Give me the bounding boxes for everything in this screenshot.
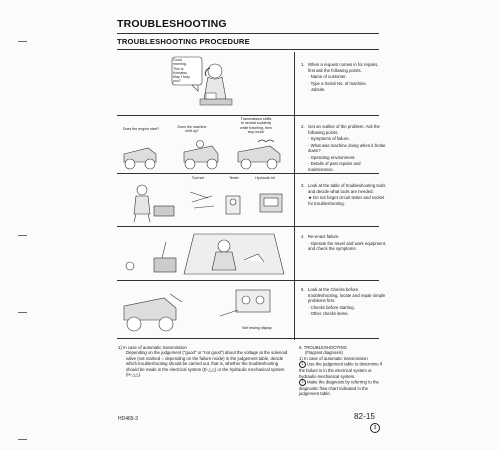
step-5-item: · Checks before starting. <box>308 304 355 310</box>
step-1-item: · Jobsite. <box>308 87 326 92</box>
step-2-item: · Details of past repairs and maintenance. <box>308 161 361 172</box>
punch-mark <box>18 41 27 42</box>
step-3: 3. Look at the table of troubleshooting tools and decide what tools are needed. ★ Do not forget circuit tester and socket for troubleshooting. <box>301 183 386 206</box>
step-6-case: 1) In case of automatic transmission <box>299 355 368 361</box>
column-divider <box>294 52 295 340</box>
question-shift-up: Does the machine shift up? <box>177 125 207 134</box>
step-1-item: · Type a Serial No. of machine. <box>308 80 367 86</box>
footer-page-number: 82-15 <box>354 412 375 421</box>
step-5-item: · Other checks items. <box>308 311 349 316</box>
row-divider <box>117 338 379 339</box>
dump-truck-symptoms-illustration <box>120 138 292 172</box>
circled-number-1: 1 <box>299 361 306 368</box>
step-6-heading: 6. TROUBLESHOOTING <box>299 345 347 350</box>
tool-label-toolset: Tool set <box>191 176 205 180</box>
tool-label-hydraulic-kit: Hydraulic kit <box>255 176 275 180</box>
question-transmission: Transmission shifts to neutral suddenly while traveling, then stop touch <box>240 117 272 134</box>
row-divider <box>117 280 379 281</box>
step-1-item: · Name of customer. <box>308 74 347 79</box>
tool-label-tester: Tester <box>229 176 239 180</box>
note-heading: 1) In case of automatic transmission <box>118 345 187 350</box>
punch-mark <box>18 312 27 313</box>
automatic-transmission-note <box>118 345 290 377</box>
step-2: 2. Get an outline of the problem. Ask the following points. · Symptoms of failure. · What was machine doing when it broke down? · Operating environment. · Details of past repairs and maintenance. <box>301 124 386 172</box>
step-5: 5. Look at the Checks before troubleshooting, locate and repair simple problems first. · Checks before starting. · Other checks items. <box>301 287 386 316</box>
row-divider <box>117 115 379 116</box>
circled-number-2: 2 <box>299 379 306 386</box>
step-3-item: ★ Do not forget circuit tester and socket for troubleshooting. <box>308 195 385 206</box>
question-engine-start: Does the engine start? <box>122 127 160 131</box>
tools-illustration <box>122 182 290 224</box>
operator-cab-illustration <box>124 230 290 278</box>
note-body: Depending on the judgement ("good" or "not good") about the voltage at the solenoid valve (not marked ○ depending on the failure mode) in the judgement table, decide which troubleshooting should be carried out, that is, whether the troubleshooting should be made in the electrical system (E-△△) or the hydraulic mechanical system (H-△△). <box>126 350 288 378</box>
step-6-sub: (Flagrant diagnosis) <box>305 350 343 356</box>
step-2-item: · What was machine doing when it broke down? <box>308 142 386 153</box>
row-divider <box>117 173 379 174</box>
step-2-item: · Operating environment. <box>308 154 356 160</box>
step-1: 1. When a request comes in for repairs, first ask the following points. · Name of customer. · Type a Serial No. of machine. · Jobsite. <box>301 62 387 93</box>
step-2-item: · Symptoms of failure. <box>308 136 350 141</box>
footer-revision: 3 <box>370 423 380 433</box>
speech-bubble-text: Good morning. This is Komatsu. May I help you? <box>173 58 190 84</box>
step-6-item-2: 2 Make the diagnosis by referring to the diagnostic flow chart indicated in the judgement table. <box>299 379 379 397</box>
step-6-troubleshooting <box>299 345 383 397</box>
step-4: 4. Re-enact failure. · Operate the travel and work equipment, and check the symptoms. <box>301 234 387 251</box>
row-divider <box>117 226 379 227</box>
step-4-item: · Operate the travel and work equipment, and check the symptoms. <box>308 240 387 251</box>
subtitle-underline <box>117 49 379 50</box>
step-6-item-1: 1 Use the judgement table to determine if the failure is in the electrical system or hydraulic-mechanical system. <box>299 361 383 379</box>
punch-mark <box>18 235 27 236</box>
section-subtitle: TROUBLESHOOTING PROCEDURE <box>117 37 250 46</box>
punch-mark <box>18 439 27 440</box>
title-underline <box>117 33 379 34</box>
page-title: TROUBLESHOOTING <box>117 18 227 30</box>
self-testing-label: Self testing display <box>242 326 272 330</box>
footer-model: HD465-3 <box>118 416 139 422</box>
